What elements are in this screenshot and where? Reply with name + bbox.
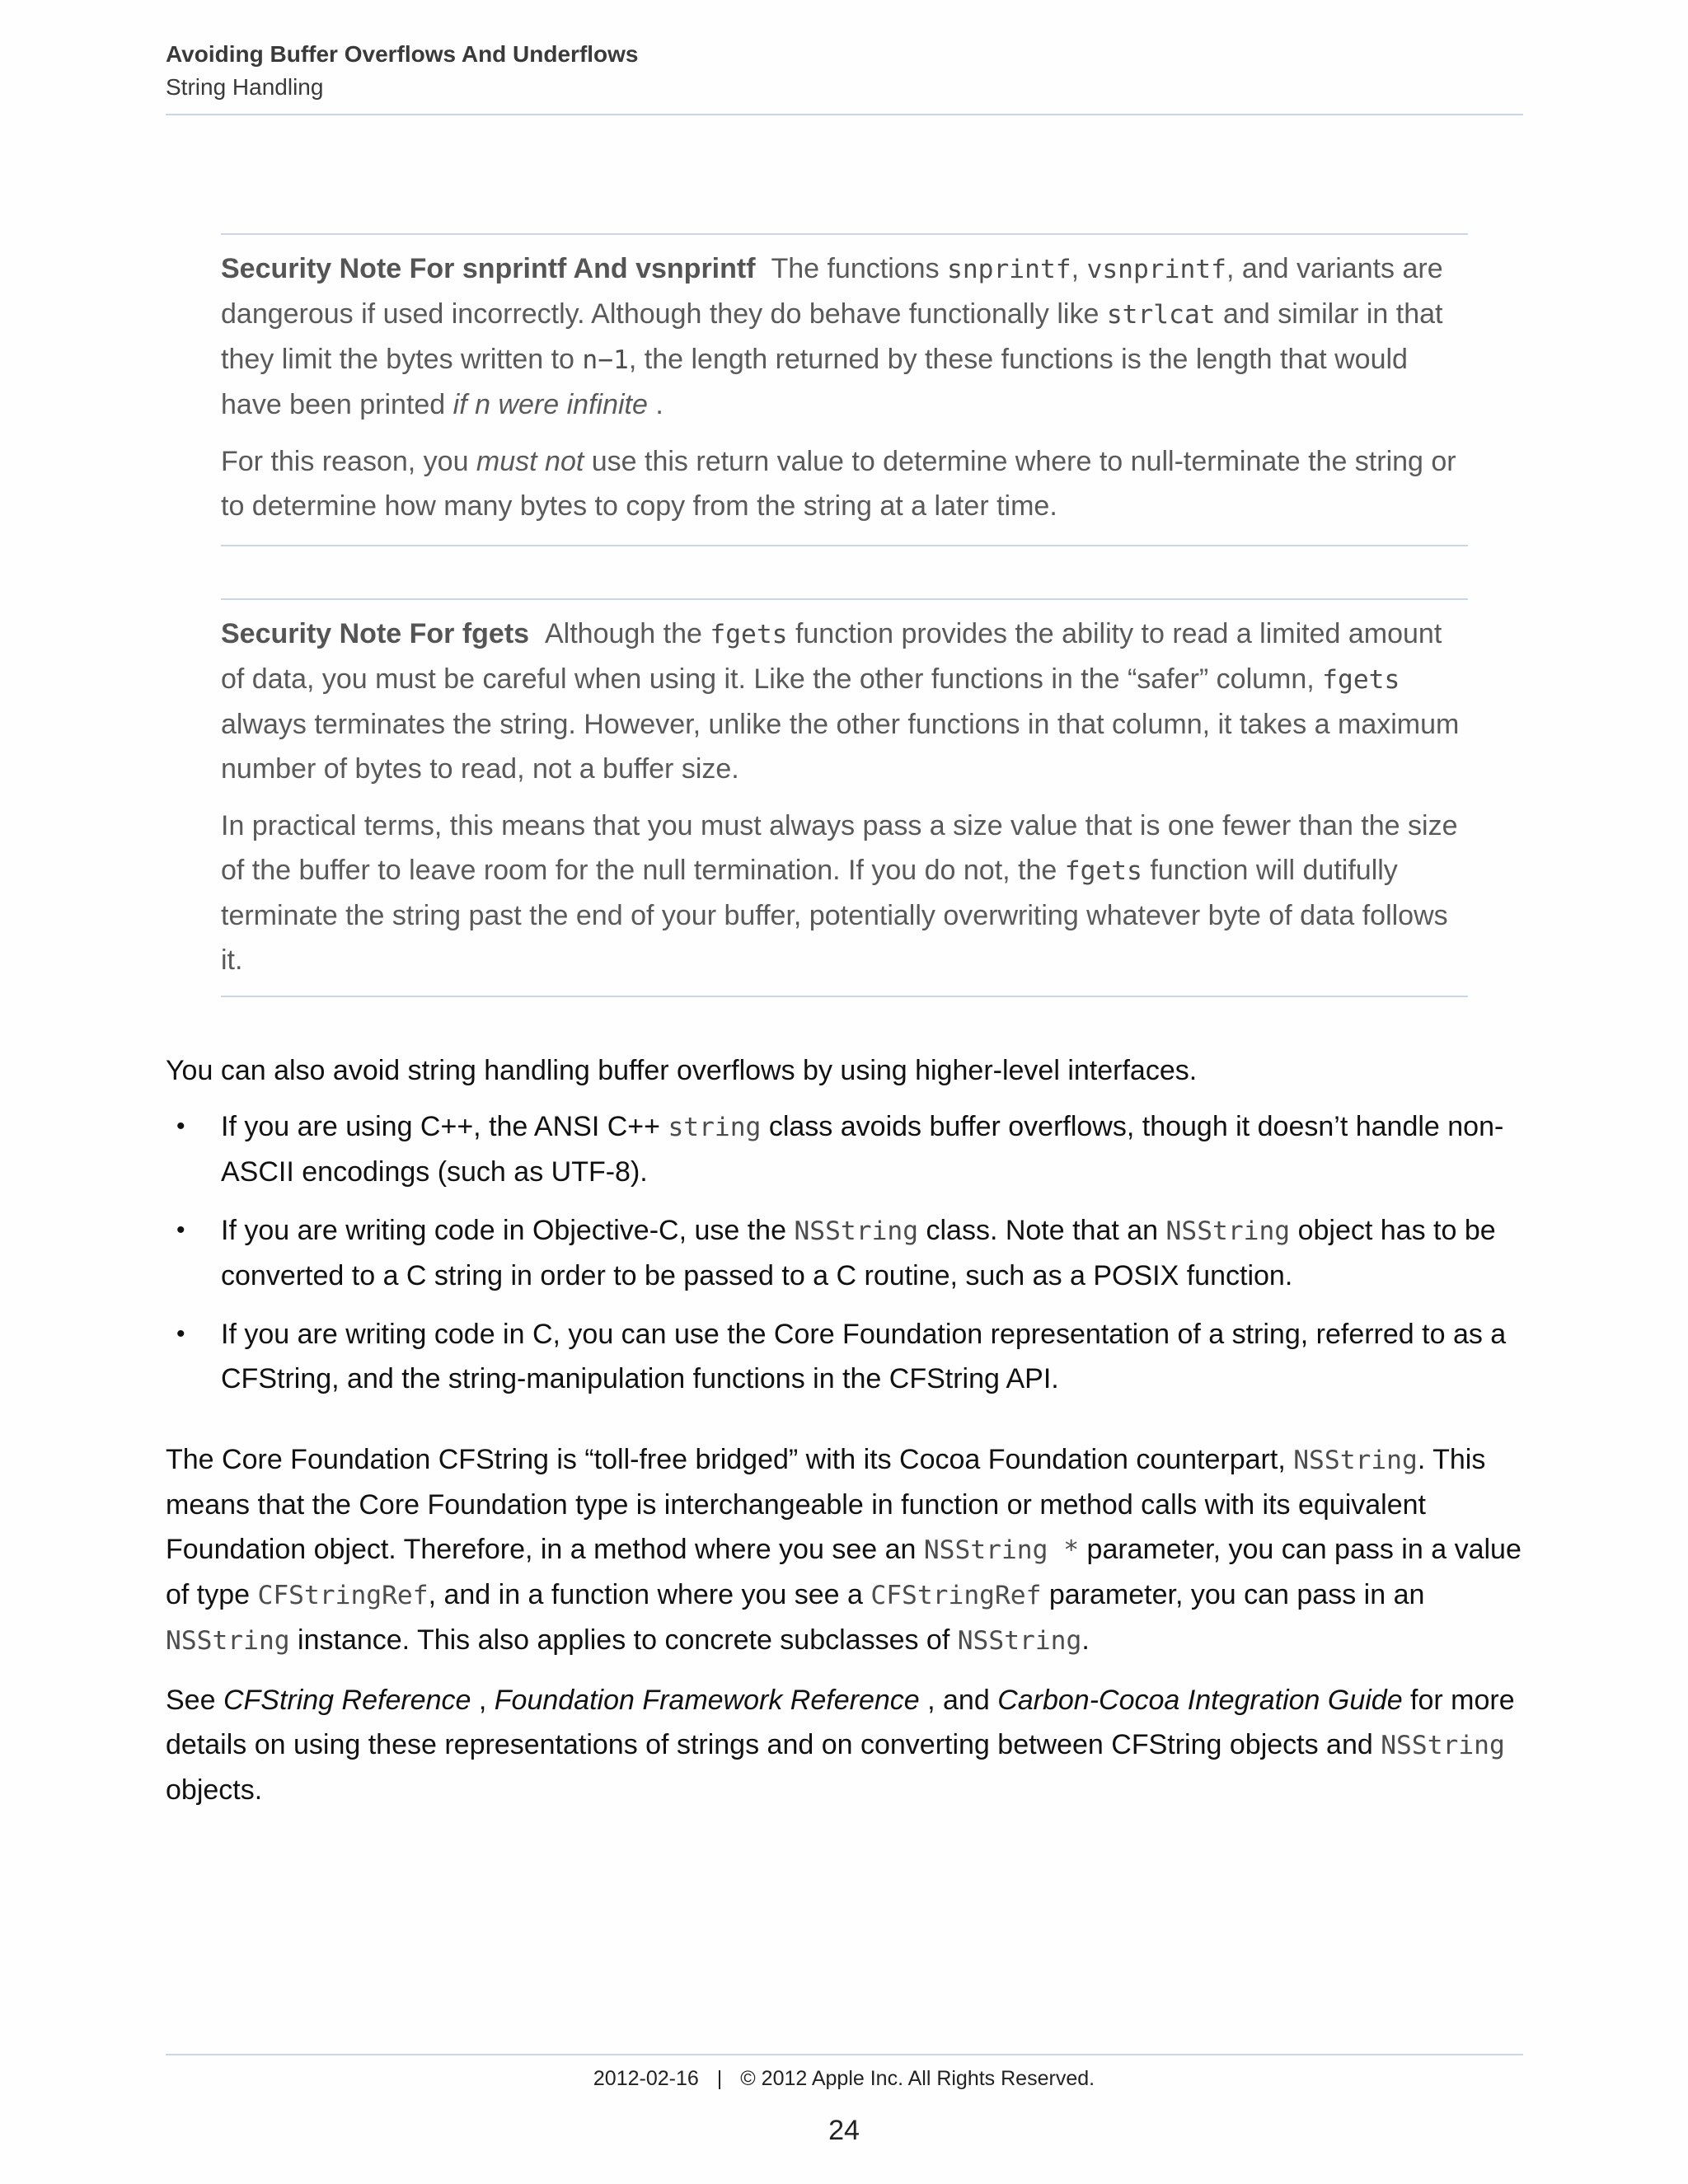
security-note-fgets bbox=[221, 598, 1468, 997]
bullet-list bbox=[166, 1104, 1523, 1401]
bridged-paragraph bbox=[166, 1437, 1523, 1663]
text: , bbox=[471, 1685, 495, 1716]
text: instance. This also applies to concrete subclasses of bbox=[289, 1624, 958, 1656]
text: . bbox=[1081, 1624, 1090, 1656]
body-text bbox=[166, 1048, 1523, 1812]
header-divider bbox=[166, 114, 1523, 115]
text: The Core Foundation CFString is “toll-free bridged” with its Cocoa Foundation counterpart, bbox=[166, 1444, 1294, 1475]
note-paragraph bbox=[221, 246, 1468, 427]
chapter-title: Avoiding Buffer Overflows And Underflows bbox=[166, 41, 639, 67]
footer-date: 2012-02-16 bbox=[593, 2067, 699, 2090]
security-note-snprintf bbox=[221, 233, 1468, 546]
text: function provides the ability to read a limited amount of data, you must be careful when using it. Like the other functions in the “safer” column, bbox=[221, 618, 1442, 695]
text: , and variants are dangerous if used incorrectly. Although they do behave functionally like bbox=[221, 253, 1443, 330]
code-nsstring: NSString bbox=[1381, 1731, 1505, 1760]
code-string: string bbox=[668, 1113, 762, 1142]
text: and similar in that they limit the bytes written to bbox=[221, 298, 1443, 375]
emphasis: if n were infinite bbox=[452, 389, 648, 420]
code-nsstring: NSString bbox=[166, 1626, 290, 1656]
code-strlcat: strlcat bbox=[1106, 300, 1216, 330]
code-nsstring: NSString bbox=[1165, 1216, 1291, 1246]
doc-title-foundation-framework-reference: Foundation Framework Reference bbox=[494, 1685, 920, 1716]
doc-title-carbon-cocoa-guide: Carbon-Cocoa Integration Guide bbox=[997, 1685, 1403, 1716]
emphasis: must not bbox=[476, 446, 584, 477]
text: , and bbox=[919, 1685, 998, 1716]
text: for more details on using these representations of strings and on converting between CFString objects and bbox=[166, 1685, 1515, 1760]
text: , the length returned by these functions is the length that would have been printed bbox=[221, 344, 1408, 420]
footer-copyright: © 2012 Apple Inc. All Rights Reserved. bbox=[740, 2067, 1095, 2090]
code-nsstring: NSString bbox=[794, 1216, 919, 1246]
text: class avoids buffer overflows, though it doesn’t handle non-ASCII encodings (such as UTF-8). bbox=[221, 1111, 1504, 1188]
text: , and in a function where you see a bbox=[428, 1579, 871, 1610]
text: See bbox=[166, 1685, 223, 1716]
bullet-icon: • bbox=[176, 1113, 185, 1140]
note-paragraph bbox=[221, 439, 1468, 528]
text: parameter, you can pass in an bbox=[1041, 1579, 1425, 1610]
note-paragraph bbox=[221, 612, 1468, 791]
list-item bbox=[166, 1312, 1523, 1401]
code-vsnprintf: vsnprintf bbox=[1086, 255, 1226, 284]
text: objects. bbox=[166, 1774, 263, 1806]
see-also-paragraph bbox=[166, 1678, 1523, 1812]
text: , bbox=[1071, 253, 1087, 284]
running-header bbox=[166, 38, 1523, 104]
code-nsstring: NSString bbox=[957, 1626, 1082, 1656]
page-number: 24 bbox=[828, 2115, 860, 2146]
code-fgets: fgets bbox=[710, 620, 788, 649]
code-snprintf: snprintf bbox=[947, 255, 1071, 284]
note-title: Security Note For snprintf And vsnprintf bbox=[221, 253, 756, 284]
code-nsstring: NSString bbox=[1293, 1446, 1418, 1475]
text: function will dutifully terminate the string past the end of your buffer, potentially overwriting whatever byte of data follows it. bbox=[221, 855, 1448, 976]
text: use this return value to determine where to null-terminate the string or to determine how many bytes to copy from the string at a later time. bbox=[221, 446, 1456, 522]
doc-title-cfstring-reference: CFString Reference bbox=[223, 1685, 471, 1716]
code-fgets: fgets bbox=[1322, 665, 1400, 695]
text: In practical terms, this means that you must always pass a size value that is one fewer than the size of the buffer to leave room for the null termination. If you do not, the bbox=[221, 810, 1458, 886]
bullet-icon: • bbox=[176, 1320, 185, 1347]
text: If you are writing code in Objective-C, use the bbox=[221, 1215, 795, 1246]
section-title: String Handling bbox=[166, 74, 324, 100]
code-cfstringref: CFStringRef bbox=[870, 1581, 1042, 1610]
list-item bbox=[166, 1208, 1523, 1298]
code-cfstringref: CFStringRef bbox=[257, 1581, 429, 1610]
footer bbox=[0, 2067, 1688, 2091]
text: Although the bbox=[544, 618, 710, 649]
code-nsstring-pointer: NSString * bbox=[923, 1535, 1080, 1565]
text: . This means that the Core Foundation type is interchangeable in function or method calls with its equivalent Foundation object. Therefore, in a method where you see an bbox=[166, 1444, 1486, 1565]
text: The functions bbox=[771, 253, 948, 284]
footer-separator: | bbox=[716, 2067, 723, 2090]
text: For this reason, you bbox=[221, 446, 476, 477]
bullet-icon: • bbox=[176, 1216, 185, 1244]
list-item bbox=[166, 1104, 1523, 1194]
code-n-minus-1: n−1 bbox=[582, 345, 629, 375]
text: If you are using C++, the ANSI C++ bbox=[221, 1111, 668, 1142]
footer-divider bbox=[166, 2054, 1523, 2055]
code-fgets: fgets bbox=[1064, 856, 1142, 886]
text: parameter, you can pass in a value of type bbox=[166, 1534, 1522, 1610]
note-title: Security Note For fgets bbox=[221, 618, 530, 649]
text: class. Note that an bbox=[918, 1215, 1166, 1246]
text: If you are writing code in C, you can use the Core Foundation representation of a string, referred to as a CFString, and the string-manipulation functions in the CFString API. bbox=[221, 1319, 1507, 1394]
intro-paragraph: You can also avoid string handling buffer overflows by using higher-level interfaces. bbox=[166, 1055, 1198, 1086]
text: object has to be converted to a C string in order to be passed to a C routine, such as a POSIX function. bbox=[221, 1215, 1496, 1291]
text: always terminates the string. However, unlike the other functions in that column, it takes a maximum number of bytes to read, not a buffer size. bbox=[221, 709, 1460, 785]
text: . bbox=[647, 389, 663, 420]
note-paragraph bbox=[221, 804, 1468, 982]
